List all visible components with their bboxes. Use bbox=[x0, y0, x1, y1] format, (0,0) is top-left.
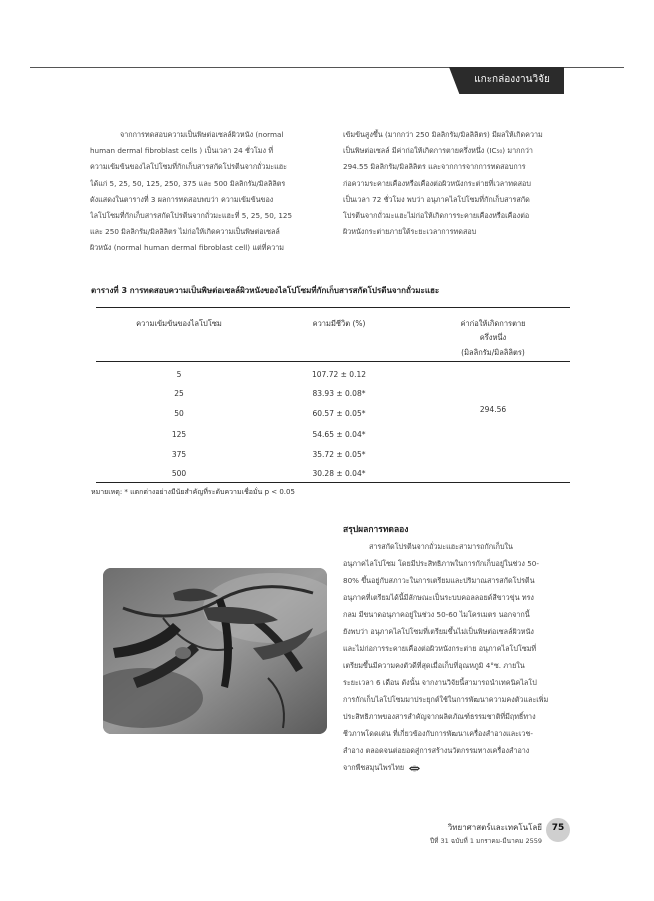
summary-line: จากพืชสมุนไพรไทย bbox=[343, 763, 405, 772]
bean-plant-image bbox=[103, 568, 327, 734]
summary-line: และไม่ก่อการระคายเคืองต่อผิวหนังกระต่าย อนุภาคไลโปโซมที่ bbox=[343, 644, 537, 653]
summary-line: ระยะเวลา 6 เดือน ดังนั้น จากงานวิจัยนี้สามารถนำเทคนิคไลโป bbox=[343, 678, 537, 687]
summary-line: 80% ขึ้นอยู่กับสภาวะในการเตรียมและปริมาณสารสกัดโปรตีน bbox=[343, 576, 535, 585]
header-ic50-line1: ค่าก่อให้เกิดการตาย bbox=[460, 319, 526, 328]
summary-line: สำอาง ตลอดจนต่อยอดสู่การสร้างนวัตกรรมทางเครื่องสำอาง bbox=[343, 746, 530, 755]
body-line: ความเข้มข้นของไลโปโซมที่กักเก็บสารสกัดโปรตีนจากถั่วมะแฮะ bbox=[90, 162, 288, 172]
header-ic50-line2: ครึ่งหนึ่ง bbox=[479, 333, 507, 342]
body-line: และ 250 มิลลิกรัม/มิลลิลิตร ไม่ก่อให้เกิดความเป็นพิษต่อเซลล์ bbox=[90, 227, 280, 237]
body-line: โปรตีนจากถั่วมะแฮะไม่ก่อให้เกิดการระคายเคืองหรือเคืองต่อ bbox=[343, 210, 530, 220]
bean-plant-photo bbox=[103, 568, 327, 734]
header-concentration: ความเข้มข้นของไลโปโซม bbox=[136, 319, 222, 328]
page-number: 75 bbox=[551, 823, 565, 833]
summary-line: อนุภาคที่เตรียมได้นี้มีลักษณะเป็นระบบคอลลอยด์สีขาวขุ่น ทรง bbox=[343, 593, 534, 602]
table-cell-viability: 83.93 ± 0.08* bbox=[312, 389, 366, 398]
body-line: ดังแสดงในตารางที่ 3 ผลการทดสอบพบว่า ความเข้มข้นของ bbox=[90, 194, 274, 204]
body-line: 294.55 มิลลิกรัม/มิลลิลิตร และจากการจากการทดสอบการ bbox=[343, 162, 526, 172]
body-line: ผิวหนัง (normal human dermal fibroblast cell) แต่ที่ความ bbox=[90, 243, 285, 253]
table-note: หมายเหตุ: * แตกต่างอย่างมีนัยสำคัญที่ระดับความเชื่อมั่น p < 0.05 bbox=[91, 488, 295, 496]
body-line: human dermal fibroblast cells ) เป็นเวลา 24 ชั่วโมง ที่ bbox=[90, 146, 274, 156]
table-cell-viability: 30.28 ± 0.04* bbox=[312, 469, 366, 478]
table-cell-concentration: 50 bbox=[174, 409, 184, 418]
section-label: แกะกล่องงานวิจัย bbox=[474, 74, 550, 85]
summary-line: ยังพบว่า อนุภาคไลโปโซมที่เตรียมขึ้นไม่เป็นพิษต่อเซลล์ผิวหนัง bbox=[343, 627, 534, 636]
summary-line: กลม มีขนาดอนุภาคอยู่ในช่วง 50-60 ไมโครเมตร นอกจากนี้ bbox=[343, 610, 530, 619]
summary-line: การกักเก็บไลโปโซมมาประยุกต์ใช้ในการพัฒนาความคงตัวและเพิ่ม bbox=[343, 695, 549, 704]
summary-last-line bbox=[343, 759, 571, 776]
body-line: ไลโปโซมที่กักเก็บสารสกัดโปรตีนจากถั่วมะแฮะที่ 5, 25, 50, 125 bbox=[90, 210, 293, 220]
table-cell-viability: 35.72 ± 0.05* bbox=[312, 450, 366, 459]
journal-name: วิทยาศาสตร์และเทคโนโลยี bbox=[447, 823, 542, 832]
table-cell-viability: 60.57 ± 0.05* bbox=[312, 409, 366, 418]
summary-line: เตรียมขึ้นมีความคงตัวดีที่สุดเมื่อเก็บที่อุณหภูมิ 4°ซ. ภายใน bbox=[343, 661, 525, 670]
table-caption: ตารางที่ 3 การทดสอบความเป็นพิษต่อเซลล์ผิวหนังของไลโปโซมที่กักเก็บสารสกัดโปรตีนจากถั่วมะแฮะ bbox=[91, 286, 440, 295]
summary-line: ชีวภาพโดดเด่น ที่เกี่ยวข้องกับการพัฒนาเครื่องสำอางและเวช- bbox=[343, 729, 533, 738]
body-line: เข้มข้นสูงขึ้น (มากกว่า 250 มิลลิกรัม/มิลลิลิตร) มีผลให้เกิดความ bbox=[343, 130, 543, 139]
table-cell-concentration: 25 bbox=[174, 389, 184, 398]
table-top-rule bbox=[96, 307, 570, 308]
table-bottom-rule bbox=[96, 482, 570, 483]
body-line: ได้แก่ 5, 25, 50, 125, 250, 375 และ 500 มิลลิกรัม/มิลลิลิตร bbox=[90, 178, 286, 188]
table-cell-concentration: 500 bbox=[171, 469, 187, 478]
left-column-text bbox=[90, 127, 328, 257]
summary-line: ประสิทธิภาพของสารสำคัญจากผลิตภัณฑ์ธรรมชาติที่มีฤทธิ์ทาง bbox=[343, 712, 536, 721]
body-line: เป็นเวลา 72 ชั่วโมง พบว่า อนุภาคไลโปโซมที่กักเก็บสารสกัด bbox=[343, 194, 530, 204]
header-ic50-line3: (มิลลิกรัม/มิลลิลิตร) bbox=[461, 348, 525, 357]
table-header-rule bbox=[96, 361, 570, 362]
summary-line: อนุภาคไลโปโซม โดยมีประสิทธิภาพในการกักเก็บอยู่ในช่วง 50- bbox=[343, 559, 539, 568]
body-line: ก่อความระคายเคืองหรือเคืองต่อผิวหนังกระต่ายที่เวลาทดสอบ bbox=[343, 178, 531, 188]
summary-text bbox=[343, 538, 571, 776]
table-cell-concentration: 5 bbox=[176, 370, 182, 379]
table-cell-concentration: 125 bbox=[171, 430, 187, 439]
summary-title: สรุปผลการทดลอง bbox=[343, 525, 409, 535]
table-cell-viability: 54.65 ± 0.04* bbox=[312, 430, 366, 439]
end-of-article-icon bbox=[408, 764, 421, 773]
right-column-text bbox=[343, 127, 572, 240]
summary-line: สารสกัดโปรตีนจากถั่วมะแฮะสามารถกักเก็บใน bbox=[369, 542, 513, 551]
body-line: เป็นพิษต่อเซลล์ มีค่าก่อให้เกิดการตายครึ่งหนึ่ง (IC₅₀) มากกว่า bbox=[343, 146, 533, 156]
table-cell-viability: 107.72 ± 0.12 bbox=[312, 370, 366, 379]
body-line: ผิวหนังกระต่ายภายใต้ระยะเวลาการทดสอบ bbox=[343, 227, 477, 237]
table-cell-concentration: 375 bbox=[171, 450, 187, 459]
table-cell-ic50: 294.56 bbox=[479, 405, 507, 414]
header-viability: ความมีชีวิต (%) bbox=[312, 319, 366, 328]
issue-info: ปีที่ 31 ฉบับที่ 1 มกราคม-มีนาคม 2559 bbox=[429, 837, 542, 845]
body-line: จากการทดสอบความเป็นพิษต่อเซลล์ผิวหนัง (normal bbox=[120, 130, 284, 139]
